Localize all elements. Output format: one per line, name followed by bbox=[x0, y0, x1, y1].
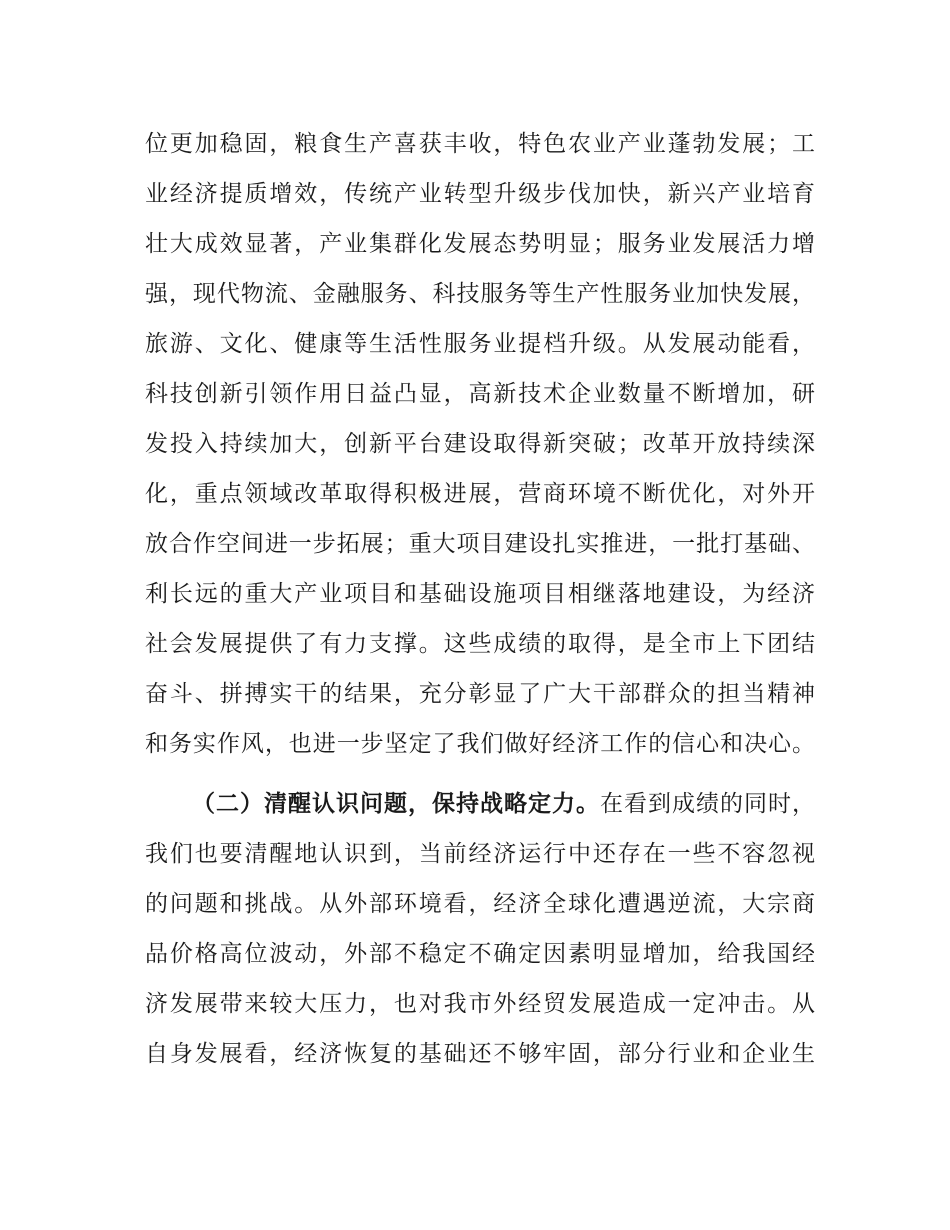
paragraph-1-line-12: 奋斗、拼搏实干的结果，充分彰显了广大干部群众的担当精神 bbox=[145, 681, 815, 707]
paragraph-1-line-8: 化，重点领域改革取得积极进展，营商环境不断优化，对外开 bbox=[145, 481, 815, 507]
section-heading: （二）清醒认识问题，保持战略定力。 bbox=[192, 791, 600, 817]
paragraph-1-line-11: 社会发展提供了有力支撑。这些成绩的取得，是全市上下团结 bbox=[145, 631, 815, 657]
paragraph-1-line-9: 放合作空间进一步拓展；重大项目建设扎实推进，一批打基础、 bbox=[145, 531, 815, 557]
paragraph-1-line-7: 发投入持续加大，创新平台建设取得新突破；改革开放持续深 bbox=[145, 431, 815, 457]
paragraph-2-line-5: 济发展带来较大压力，也对我市外经贸发展造成一定冲击。从 bbox=[145, 991, 815, 1017]
paragraph-1-line-4: 强，现代物流、金融服务、科技服务等生产性服务业加快发展， bbox=[145, 281, 815, 307]
paragraph-1-line-10: 利长远的重大产业项目和基础设施项目相继落地建设，为经济 bbox=[145, 581, 815, 607]
paragraph-2-line-3: 的问题和挑战。从外部环境看，经济全球化遭遇逆流，大宗商 bbox=[145, 891, 815, 917]
paragraph-1-line-2: 业经济提质增效，传统产业转型升级步伐加快，新兴产业培育 bbox=[145, 181, 815, 207]
paragraph-1-line-3: 壮大成效显著，产业集群化发展态势明显；服务业发展活力增 bbox=[145, 231, 815, 257]
paragraph-2-line-6: 自身发展看，经济恢复的基础还不够牢固，部分行业和企业生 bbox=[145, 1041, 815, 1067]
paragraph-1-line-5: 旅游、文化、健康等生活性服务业提档升级。从发展动能看， bbox=[145, 331, 815, 357]
paragraph-1-line-13: 和务实作风，也进一步坚定了我们做好经济工作的信心和决心。 bbox=[145, 731, 815, 757]
paragraph-2-line-2: 我们也要清醒地认识到，当前经济运行中还存在一些不容忽视 bbox=[145, 841, 815, 867]
paragraph-1-line-1: 位更加稳固，粮食生产喜获丰收，特色农业产业蓬勃发展；工 bbox=[145, 131, 815, 157]
paragraph-2-first-line bbox=[192, 784, 815, 824]
paragraph-2-line-4: 品价格高位波动，外部不稳定不确定因素明显增加，给我国经 bbox=[145, 941, 815, 967]
paragraph-2-first-line-rest: 在看到成绩的同时， bbox=[600, 791, 815, 817]
paragraph-1-line-6: 科技创新引领作用日益凸显，高新技术企业数量不断增加，研 bbox=[145, 381, 815, 407]
